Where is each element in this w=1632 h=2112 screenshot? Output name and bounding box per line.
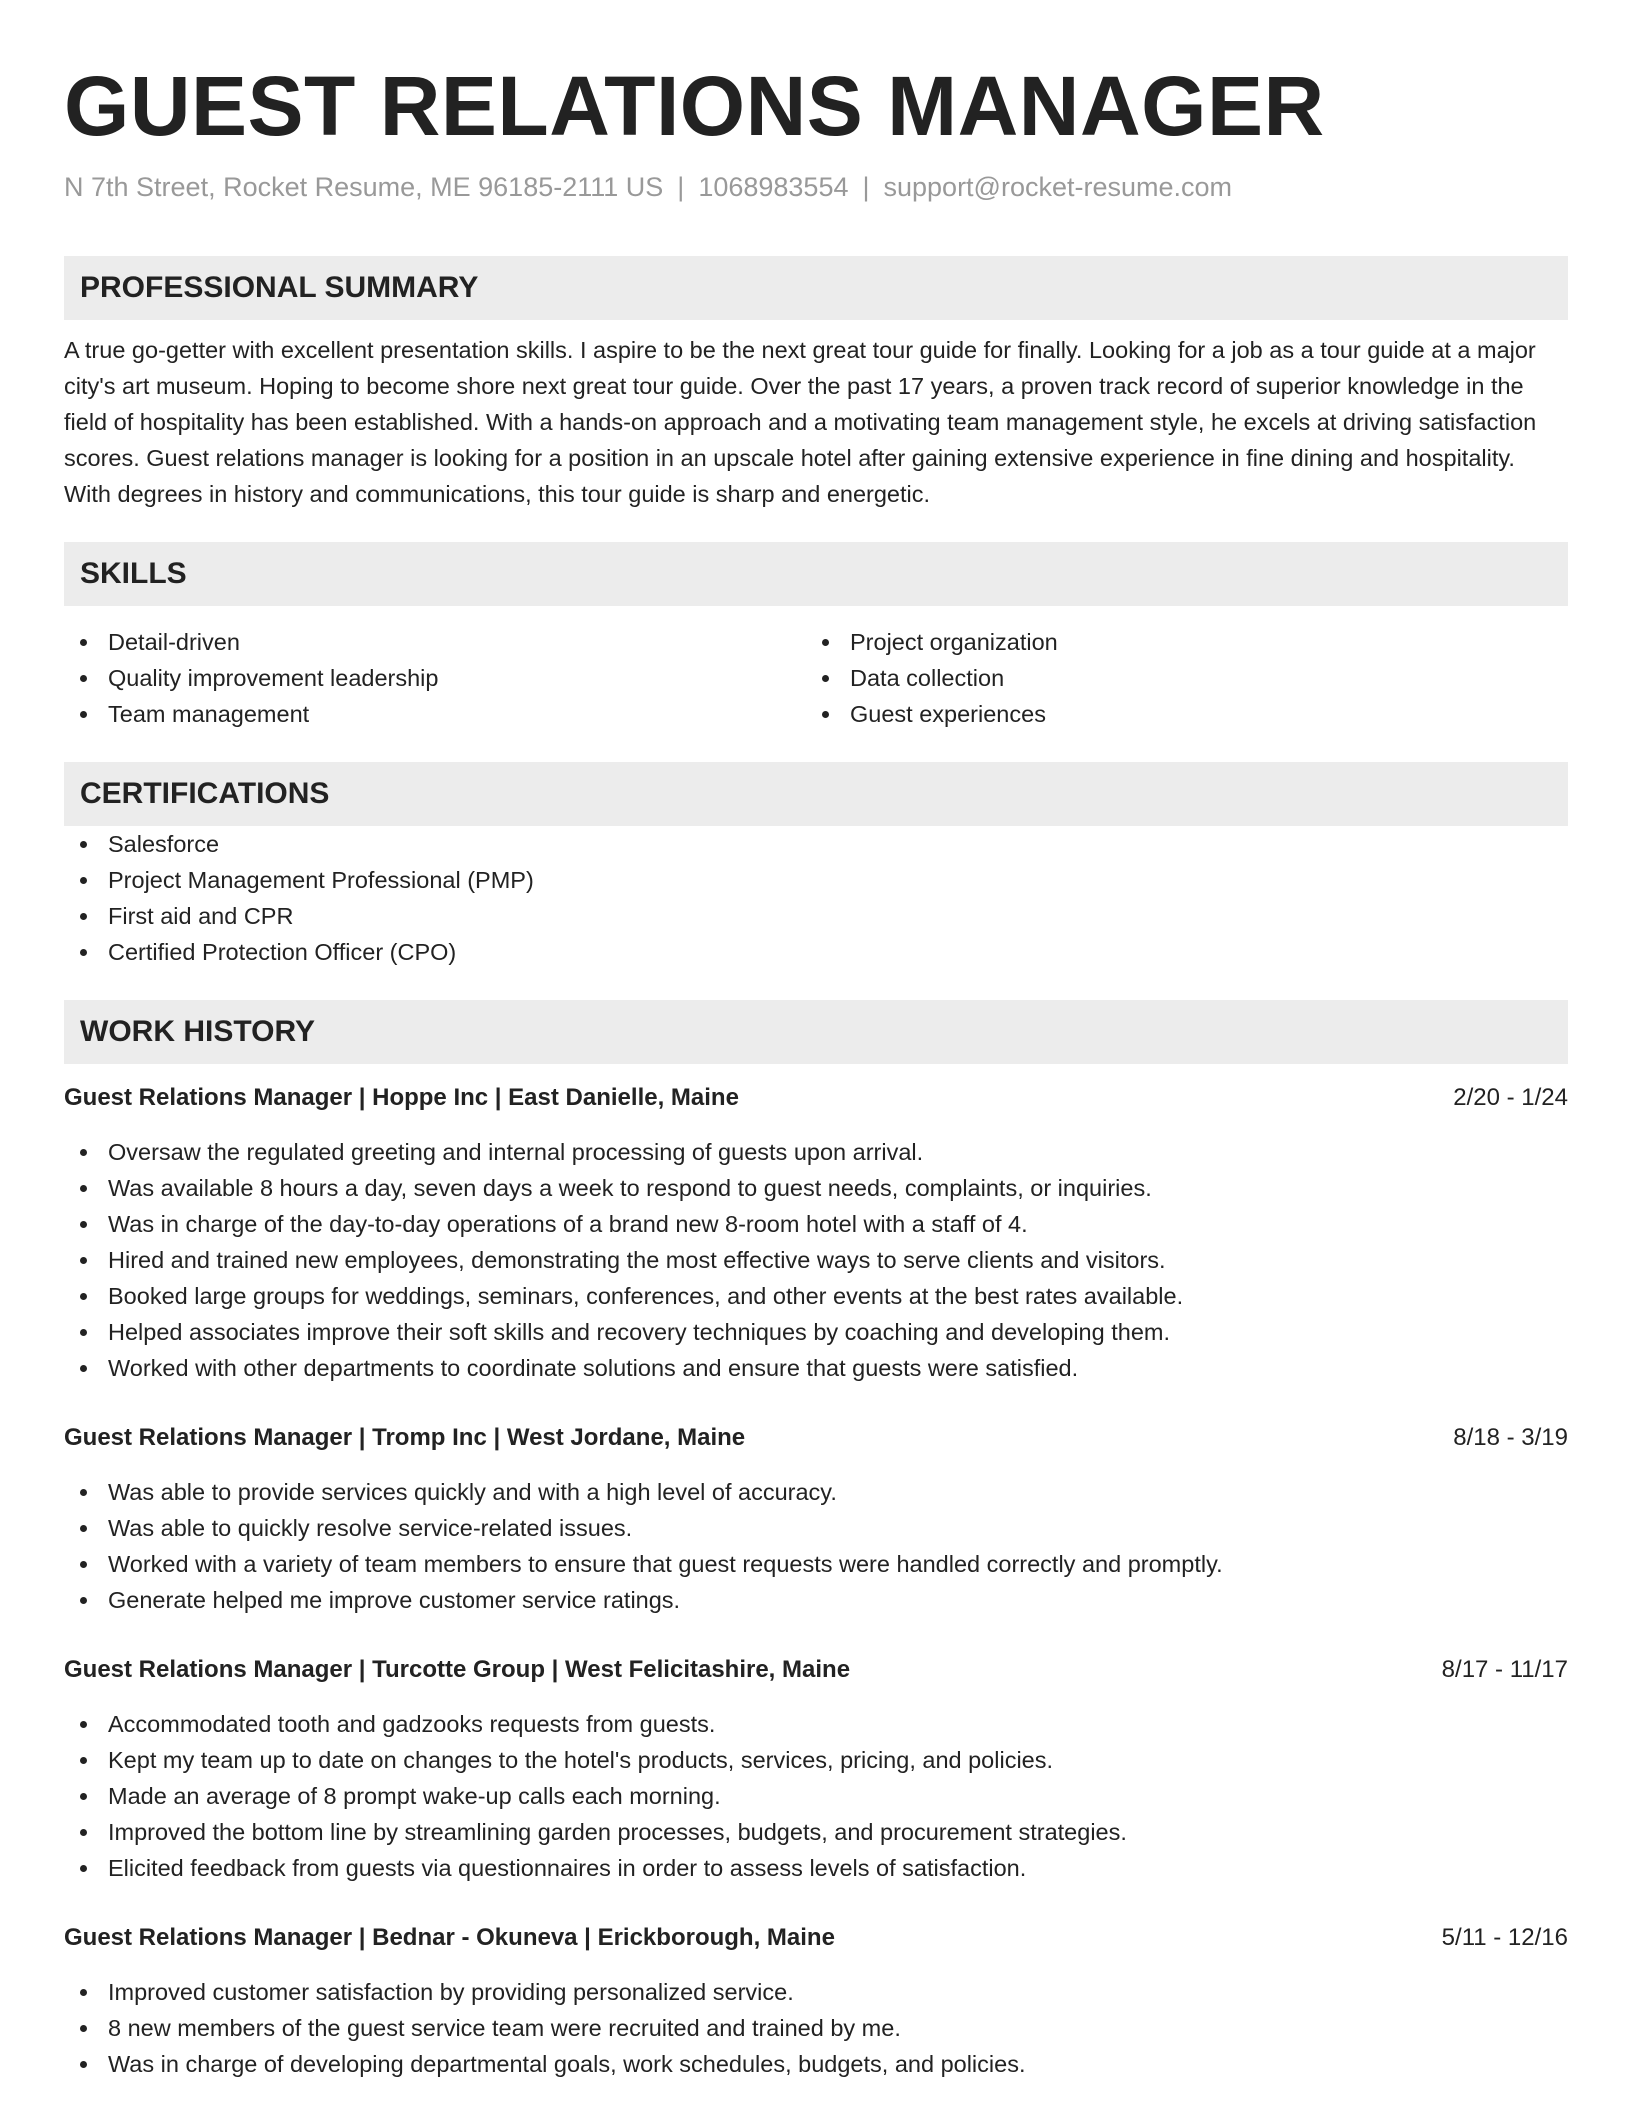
- bullet-icon: [80, 1561, 87, 1568]
- bullet-icon: [80, 2061, 87, 2068]
- bullet-icon: [80, 841, 87, 848]
- skills-column-right: [806, 624, 1548, 732]
- job-bullet: Oversaw the regulated greeting and internal processing of guests upon arrival.: [64, 1134, 1568, 1170]
- bullet-icon: [80, 1293, 87, 1300]
- bullet-icon: [80, 1757, 87, 1764]
- skills-grid: [64, 624, 1568, 732]
- bullet-icon: [80, 2025, 87, 2032]
- skill-item: Project organization: [806, 624, 1548, 660]
- contact-line: [64, 170, 1568, 204]
- bullet-icon: [80, 675, 87, 682]
- skill-item: Data collection: [806, 660, 1548, 696]
- job-dates: 8/18 - 3/19: [1453, 1424, 1568, 1451]
- job-bullet: Elicited feedback from guests via questionnaires in order to assess levels of satisfaction.: [64, 1850, 1568, 1886]
- bullet-icon: [80, 949, 87, 956]
- job-bullet: Was in charge of the day-to-day operations of a brand new 8-room hotel with a staff of 4.: [64, 1206, 1568, 1242]
- job-header: [64, 1652, 1568, 1688]
- skill-item: Detail-driven: [64, 624, 806, 660]
- bullet-icon: [80, 711, 87, 718]
- job-title: Guest Relations Manager | Turcotte Group | West Felicitashire, Maine: [64, 1656, 851, 1683]
- job-title: Guest Relations Manager | Bednar - Okuneva | Erickborough, Maine: [64, 1924, 835, 1951]
- bullet-icon: [80, 1793, 87, 1800]
- job-bullet: Generate helped me improve customer service ratings.: [64, 1582, 1568, 1618]
- job-bullets: [64, 1706, 1568, 1886]
- certifications-list: [64, 826, 1568, 970]
- section-heading-summary: PROFESSIONAL SUMMARY: [64, 256, 1568, 320]
- job-entry: [64, 1080, 1568, 1386]
- contact-phone: 1068983554: [698, 172, 849, 202]
- bullet-icon: [80, 1221, 87, 1228]
- certification-item: Certified Protection Officer (CPO): [64, 934, 1568, 970]
- summary-text: A true go-getter with excellent presentation skills. I aspire to be the next great tour guide for finally. Looking for a job as a tour guide at a major city's art museum. Hoping to become shore next great tour guide. Over the past 17 years, a proven track record of superior knowledge in the field of hospitality has been established. With a hands-on approach and a motivating team management style, he excels at driving satisfaction scores. Guest relations manager is looking for a position in an upscale hotel after gaining extensive experience in fine dining and hospitality. With degrees in history and communications, this tour guide is sharp and energetic.: [64, 337, 1537, 507]
- certification-item: First aid and CPR: [64, 898, 1568, 934]
- section-heading-certifications: CERTIFICATIONS: [64, 762, 1568, 826]
- bullet-icon: [80, 1721, 87, 1728]
- job-header: [64, 1920, 1568, 1956]
- certification-item: Salesforce: [64, 826, 1568, 862]
- job-bullet: Improved the bottom line by streamlining garden processes, budgets, and procurement strategies.: [64, 1814, 1568, 1850]
- bullet-icon: [80, 639, 87, 646]
- skills-column-left: [64, 624, 806, 732]
- job-bullet: Worked with other departments to coordinate solutions and ensure that guests were satisfied.: [64, 1350, 1568, 1386]
- bullet-icon: [80, 1597, 87, 1604]
- skill-item: Quality improvement leadership: [64, 660, 806, 696]
- job-bullet: Helped associates improve their soft skills and recovery techniques by coaching and developing them.: [64, 1314, 1568, 1350]
- job-bullet: Made an average of 8 prompt wake-up calls each morning.: [64, 1778, 1568, 1814]
- bullet-icon: [80, 1489, 87, 1496]
- section-heading-work-history: WORK HISTORY: [64, 1000, 1568, 1064]
- job-bullet: Worked with a variety of team members to ensure that guest requests were handled correctly and promptly.: [64, 1546, 1568, 1582]
- bullet-icon: [80, 1149, 87, 1156]
- bullet-icon: [80, 877, 87, 884]
- job-title: Guest Relations Manager | Tromp Inc | West Jordane, Maine: [64, 1424, 746, 1451]
- bullet-icon: [80, 1257, 87, 1264]
- job-dates: 5/11 - 12/16: [1441, 1924, 1568, 1951]
- job-bullet: Was available 8 hours a day, seven days a week to respond to guest needs, complaints, or inquiries.: [64, 1170, 1568, 1206]
- bullet-icon: [80, 1989, 87, 1996]
- job-bullet: Hired and trained new employees, demonstrating the most effective ways to serve clients and visitors.: [64, 1242, 1568, 1278]
- job-bullets: [64, 1974, 1568, 2082]
- job-bullet: Was in charge of developing departmental goals, work schedules, budgets, and policies.: [64, 2046, 1568, 2082]
- skill-item: Team management: [64, 696, 806, 732]
- certification-item: Project Management Professional (PMP): [64, 862, 1568, 898]
- contact-email: support@rocket-resume.com: [883, 172, 1233, 202]
- bullet-icon: [822, 675, 829, 682]
- bullet-icon: [80, 1829, 87, 1836]
- job-bullet: Accommodated tooth and gadzooks requests from guests.: [64, 1706, 1568, 1742]
- bullet-icon: [80, 1525, 87, 1532]
- job-bullet: 8 new members of the guest service team were recruited and trained by me.: [64, 2010, 1568, 2046]
- job-bullet: Kept my team up to date on changes to the hotel's products, services, pricing, and policies.: [64, 1742, 1568, 1778]
- job-header: [64, 1420, 1568, 1456]
- contact-address: N 7th Street, Rocket Resume, ME 96185-2111 US: [64, 172, 664, 202]
- job-title: Guest Relations Manager | Hoppe Inc | East Danielle, Maine: [64, 1084, 739, 1111]
- bullet-icon: [80, 1185, 87, 1192]
- bullet-icon: [822, 711, 829, 718]
- job-header: [64, 1080, 1568, 1116]
- resume-page: [64, 0, 1568, 2082]
- job-entry: [64, 1920, 1568, 2082]
- bullet-icon: [80, 1865, 87, 1872]
- bullet-icon: [80, 913, 87, 920]
- job-bullets: [64, 1474, 1568, 1618]
- job-bullet: Was able to quickly resolve service-related issues.: [64, 1510, 1568, 1546]
- contact-separator: |: [677, 172, 685, 202]
- job-entry: [64, 1652, 1568, 1886]
- bullet-icon: [80, 1329, 87, 1336]
- bullet-icon: [822, 639, 829, 646]
- job-dates: 8/17 - 11/17: [1441, 1656, 1568, 1683]
- job-bullet: Was able to provide services quickly and with a high level of accuracy.: [64, 1474, 1568, 1510]
- job-entry: [64, 1420, 1568, 1618]
- job-bullets: [64, 1134, 1568, 1386]
- skill-item: Guest experiences: [806, 696, 1548, 732]
- job-bullet: Improved customer satisfaction by providing personalized service.: [64, 1974, 1568, 2010]
- section-heading-skills: SKILLS: [64, 542, 1568, 606]
- contact-separator: |: [862, 172, 870, 202]
- job-dates: 2/20 - 1/24: [1453, 1084, 1568, 1111]
- resume-name: GUEST RELATIONS MANAGER: [64, 59, 1325, 153]
- job-bullet: Booked large groups for weddings, seminars, conferences, and other events at the best rates available.: [64, 1278, 1568, 1314]
- bullet-icon: [80, 1365, 87, 1372]
